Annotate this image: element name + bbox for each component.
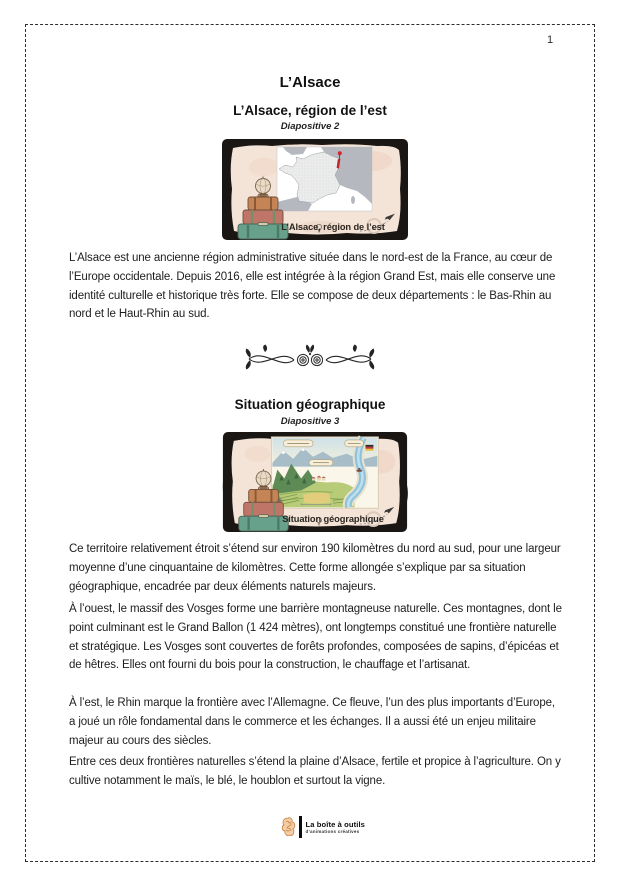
slide2-caption: Situation géographique — [282, 514, 384, 524]
logo-scribble-icon — [280, 816, 296, 838]
divider-ornament — [243, 343, 377, 373]
paragraph-2: Ce territoire relativement étroit s’étend sur environ 190 kilomètres du nord au sud, pour une largeur moyenne d’une cinquantaine de kilomètres. Cette forme allongée s’explique par sa situation géographique, encadrée par deux éléments naturels majeurs. — [69, 543, 561, 593]
france-map — [277, 147, 372, 211]
logo-divider-bar — [299, 816, 302, 838]
logo-title: La boîte à outils — [305, 819, 366, 829]
flourish-icon — [243, 343, 377, 373]
footer-logo — [280, 814, 365, 840]
paragraph-5: Entre ces deux frontières naturelles s’étend la plaine d’Alsace, fertile et propice à l’agriculture. On y cultive notamment le maïs, le blé, le houblon et surtout la vigne. — [69, 756, 561, 787]
page-number: 1 — [546, 34, 554, 46]
slide-thumbnail-1 — [222, 139, 408, 240]
section-heading-1: L’Alsace, région de l’est — [233, 103, 387, 118]
paragraph-1: L’Alsace est une ancienne région administrative située dans le nord-est de la France, au cœur de l’Europe occidentale. Depuis 2016, elle est intégrée à la région Grand Est, mais elle conserve une identité culturelle et historique très forte. Elle se compose de deux départements : le Bas-Rhin au nord et le Haut-Rhin au sud. — [69, 252, 556, 321]
document-title: L’Alsace — [279, 74, 341, 91]
section-heading-2: Situation géographique — [234, 397, 386, 412]
slide-label-1: Diapositive 2 — [280, 121, 340, 132]
map-pin-icon — [338, 151, 342, 155]
logo-tagline: d’animations créatives — [305, 828, 360, 834]
alsace-landscape — [271, 437, 378, 508]
boat-icon — [357, 470, 362, 472]
paragraph-4: À l’est, le Rhin marque la frontière avec l’Allemagne. Ce fleuve, l’un des plus importants d’Europe, a joué un rôle fondamental dans le commerce et les échanges. Il a aussi été un enjeu militaire majeur au cours des siècles. — [69, 697, 555, 747]
paragraph-3: À l’ouest, le massif des Vosges forme une barrière montagneuse naturelle. Ces montagnes, dont le point culminant est le Grand Ballon (1 424 mètres), ont longtemps constitué une frontière naturelle et stratégique. Les Vosges sont couvertes de forêts profondes, composées de sapins, d’épicéas et de hêtres. Elles ont fourni du bois pour la construction, le chauffage et l’artisanat. — [69, 603, 562, 672]
slide-thumbnail-2 — [222, 432, 408, 532]
slide1-caption: L’Alsace, région de l’est — [281, 222, 385, 232]
slide-label-2: Diapositive 3 — [280, 416, 340, 427]
germany-flag-icon — [365, 445, 373, 451]
